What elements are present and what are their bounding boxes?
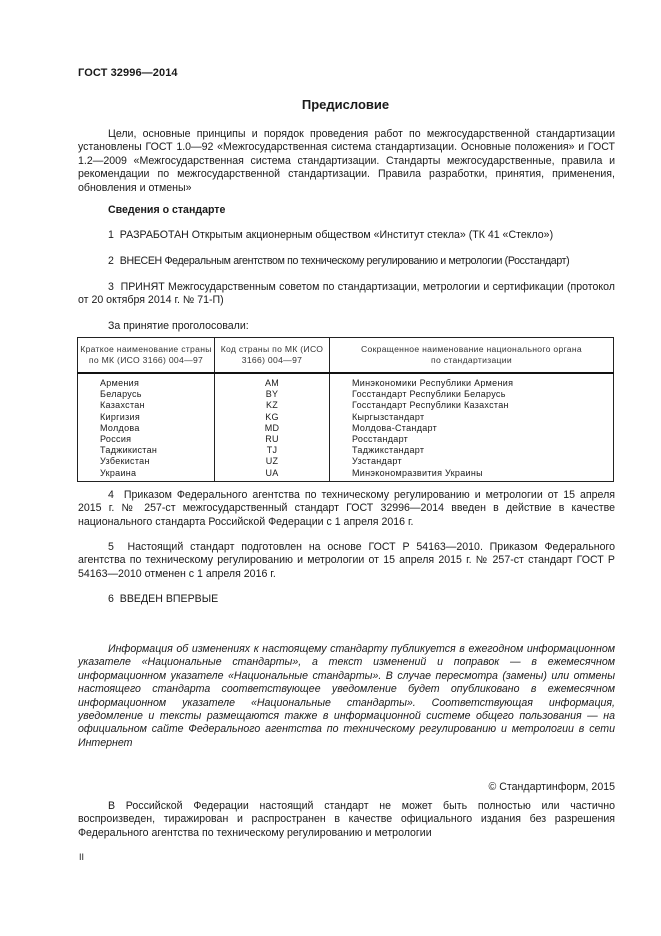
- national-body: Минэкономразвития Украины: [330, 468, 614, 482]
- item-4: [78, 489, 615, 529]
- item-number: 2: [108, 255, 114, 267]
- national-body: Госстандарт Республики Беларусь: [330, 389, 614, 400]
- country-code: AM: [215, 373, 330, 389]
- column-header-country: Краткое наименование страны по МК (ИСО 3166) 004—97: [78, 338, 215, 374]
- item-text: РАЗРАБОТАН Открытым акционерным обществом «Институт стекла» (ТК 41 «Стекло»): [119, 229, 554, 241]
- item-text: ВНЕСЕН Федеральным агентством по техническому регулированию и метрологии (Росстандарт): [119, 255, 570, 267]
- national-body: Росстандарт: [330, 434, 614, 445]
- item-number: 5: [108, 541, 114, 553]
- item-5: [78, 541, 615, 581]
- table-row: [78, 412, 614, 423]
- table-row: [78, 423, 614, 434]
- table-row: [78, 445, 614, 456]
- national-body: Госстандарт Республики Казахстан: [330, 400, 614, 411]
- country-code: MD: [215, 423, 330, 434]
- item-3: [78, 281, 615, 308]
- column-header-code: Код страны по МК (ИСО 3166) 004—97: [215, 338, 330, 374]
- item-text: ВВЕДЕН ВПЕРВЫЕ: [119, 593, 219, 605]
- item-text: Настоящий стандарт подготовлен на основе ГОСТ Р 54163—2010. Приказом Федерального агентства по техническому регулированию и метрологии от 15 апреля 2015 г. № 257-ст стандарт ГОСТ Р 54163—2010 отменен с 1 апреля 2016 г.: [78, 541, 615, 580]
- country-name: Армения: [78, 373, 215, 389]
- page-title: Предисловие: [301, 97, 390, 112]
- country-code: UZ: [215, 456, 330, 467]
- copyright-line: © Стандартинформ, 2015: [488, 781, 615, 793]
- country-code: UA: [215, 468, 330, 482]
- country-name: Молдова: [78, 423, 215, 434]
- table-row: [78, 468, 614, 482]
- country-code: TJ: [215, 445, 330, 456]
- item-text: Приказом Федерального агентства по техническому регулированию и метрологии от 15 апреля 2015 г. № 257-ст межгосударственный стандарт ГОСТ 32996—2014 введен в действие в качестве национального стандарта Российской Федерации с 1 апреля 2016 г.: [78, 489, 615, 528]
- intro-text: Цели, основные принципы и порядок проведения работ по межгосударственной стандартизации установлены ГОСТ 1.0—92 «Межгосударственная система стандартизации. Основные положения» и ГОСТ 1.2—2009 «Межгосударственная система стандартизации. Стандарты межгосударственные, правила и рекомендации по межгосударственной стандартизации. Правила разработки, принятия, применения, обновления и отмены»: [78, 128, 615, 194]
- table-row: [78, 456, 614, 467]
- item-text: ПРИНЯТ Межгосударственным советом по стандартизации, метрологии и сертификации (протокол от 20 октября 2014 г. № 71-П): [78, 281, 615, 307]
- intro-paragraph: [78, 128, 615, 195]
- national-body: Молдова-Стандарт: [330, 423, 614, 434]
- table-header-row: [78, 338, 614, 374]
- column-header-body: Сокращенное наименование национального органа по стандартизации: [330, 338, 614, 374]
- item-number: 3: [108, 281, 114, 293]
- table-row: [78, 373, 614, 389]
- national-body: Кыргызстандарт: [330, 412, 614, 423]
- reproduction-notice: [78, 800, 615, 840]
- information-note: [78, 643, 615, 750]
- country-code: RU: [215, 434, 330, 445]
- country-name: Узбекистан: [78, 456, 215, 467]
- country-name: Россия: [78, 434, 215, 445]
- country-code: BY: [215, 389, 330, 400]
- section-heading: Сведения о стандарте: [108, 204, 226, 216]
- table-row: [78, 434, 614, 445]
- page-number: II: [79, 852, 85, 862]
- national-body: Узстандарт: [330, 456, 614, 467]
- table-row: [78, 400, 614, 411]
- item-2: [78, 255, 615, 268]
- item-number: 6: [108, 593, 114, 605]
- voting-countries-table: [77, 337, 614, 482]
- national-body: Таджикстандарт: [330, 445, 614, 456]
- information-note-text: Информация об изменениях к настоящему стандарту публикуется в ежегодном информационном указателе «Национальные стандарты», а текст изменений и поправок — в ежемесячном информационном указателе «Национальные стандарты». В случае пересмотра (замены) или отмены настоящего стандарта соответствующее уведомление будет опубликовано в ежемесячном информационном указателе «Национальные стандарты». Соответствующая информация, уведомление и тексты размещаются также в информационной системе общего пользования — на официальном сайте Федерального агентства по техническому регулированию и метрологии в сети Интернет: [78, 643, 615, 749]
- document-number-header: ГОСТ 32996—2014: [78, 67, 178, 79]
- table-row: [78, 389, 614, 400]
- national-body: Минэкономики Республики Армения: [330, 373, 614, 389]
- country-name: Беларусь: [78, 389, 215, 400]
- country-code: KZ: [215, 400, 330, 411]
- vote-intro: За принятие проголосовали:: [108, 320, 249, 332]
- country-code: KG: [215, 412, 330, 423]
- country-name: Казахстан: [78, 400, 215, 411]
- item-6: [78, 593, 615, 606]
- reproduction-notice-text: В Российской Федерации настоящий стандарт не может быть полностью или частично воспроизведен, тиражирован и распространен в качестве официального издания без разрешения Федерального агентства по техническому регулированию и метрологии: [78, 800, 615, 839]
- item-number: 1: [108, 229, 114, 241]
- country-name: Украина: [78, 468, 215, 482]
- country-name: Таджикистан: [78, 445, 215, 456]
- country-name: Киргизия: [78, 412, 215, 423]
- item-1: [78, 229, 615, 242]
- item-number: 4: [108, 489, 114, 501]
